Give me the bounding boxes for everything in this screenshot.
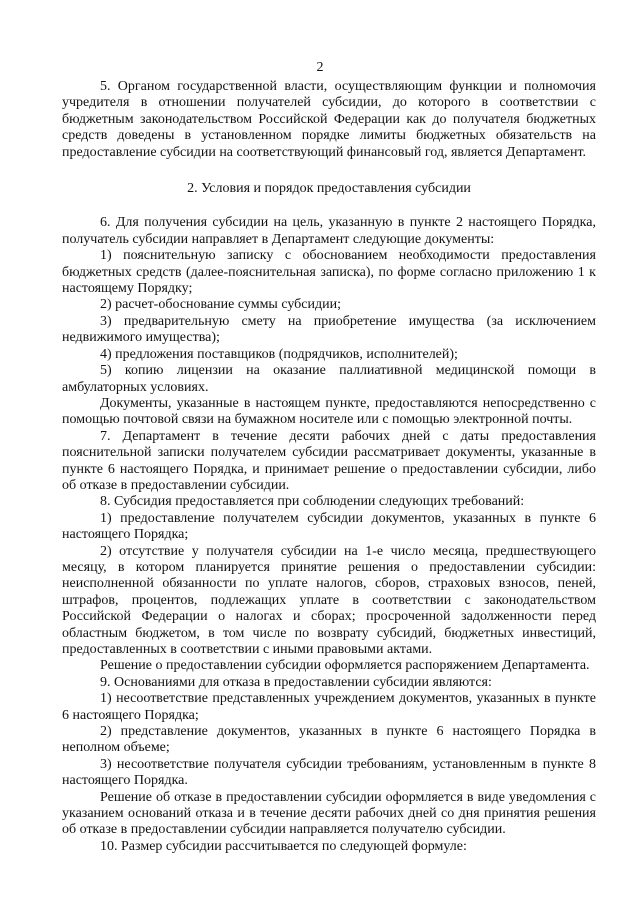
section-title: 2. Условия и порядок предоставления субсидии [187, 181, 471, 197]
intro-block [62, 79, 596, 161]
paragraph: 2) представление документов, указанных в пункте 6 настоящего Порядка в неполном объеме; [62, 724, 596, 756]
document-body [62, 79, 596, 855]
paragraph: 6. Для получения субсидии на цель, указанную в пункте 2 настоящего Порядка, получатель субсидии направляет в Департамент следующие документы: [62, 215, 596, 247]
paragraph: 3) предварительную смету на приобретение имущества (за исключением недвижимого имущества); [62, 313, 596, 346]
paragraph: 1) пояснительную записку с обоснованием необходимости предоставления бюджетных средств (далее-пояснительная записка), по форме согласно приложению 1 к настоящему Порядку; [62, 248, 596, 297]
page-number: 2 [316, 60, 324, 75]
paragraph: 4) предложения поставщиков (подрядчиков, исполнителей); [100, 346, 458, 362]
paragraph: 8. Субсидия предоставляется при соблюдении следующих требований: [100, 494, 525, 510]
paragraph: 9. Основаниями для отказа в предоставлении субсидии являются: [100, 674, 492, 690]
main-block [62, 215, 596, 855]
paragraph: 3) несоответствие получателя субсидии требованиям, установленным в пункте 8 настоящего Порядка. [62, 756, 596, 789]
paragraph: Документы, указанные в настоящем пункте, предоставляются непосредственно с помощью почтовой связи на бумажном носителе или с помощью электронной почты. [62, 395, 596, 428]
paragraph: 5. Органом государственной власти, осуществляющим функции и полномочия учредителя в отношении получателей субсидии, до которого в соответствии с бюджетным законодательством Российской Федерации как до получателя бюджетных средств доведены в установленном порядке лимиты бюджетных обязательств на предоставление субсидии на соответствующий финансовый год, является Департамент. [62, 79, 596, 160]
paragraph: 5) копию лицензии на оказание паллиативной медицинской помощи в амбулаторных условиях. [62, 363, 596, 395]
paragraph: 10. Размер субсидии рассчитывается по следующей формуле: [100, 838, 467, 854]
paragraph: 7. Департамент в течение десяти рабочих дней с даты предоставления пояснительной записки получателем субсидии рассматривает документы, указанные в пункте 6 настоящего Порядка, и принимает решение о предоставлении субсидии, либо об отказе в предоставлении субсидии. [62, 428, 596, 493]
paragraph: 2) расчет-обоснование суммы субсидии; [100, 297, 342, 313]
paragraph: 1) предоставление получателем субсидии документов, указанных в пункте 6 настоящего Порядка; [62, 510, 596, 543]
paragraph: Решение об отказе в предоставлении субсидии оформляется в виде уведомления с указанием оснований отказа и в течение десяти рабочих дней со дня принятия решения об отказе в предоставлении субсидии направляется получателю субсидии. [62, 789, 596, 838]
paragraph: 1) несоответствие представленных учреждением документов, указанных в пункте 6 настоящего Порядка; [62, 691, 596, 723]
paragraph: 2) отсутствие у получателя субсидии на 1-е число месяца, предшествующего месяцу, в котором планируется принятие решения о предоставлении субсидии: неисполненной обязанности по уплате налогов, сборов, страховых взносов, пеней, штрафов, процентов, подлежащих уплате в соответствии с законодательством Российской Федерации о налогах и сборах; просроченной задолженности перед областным бюджетом, в том числе по возврату субсидий, бюджетных инвестиций, предоставленных в соответствии с иными правовыми актами. [62, 543, 596, 657]
paragraph: Решение о предоставлении субсидии оформляется распоряжением Департамента. [100, 658, 590, 674]
